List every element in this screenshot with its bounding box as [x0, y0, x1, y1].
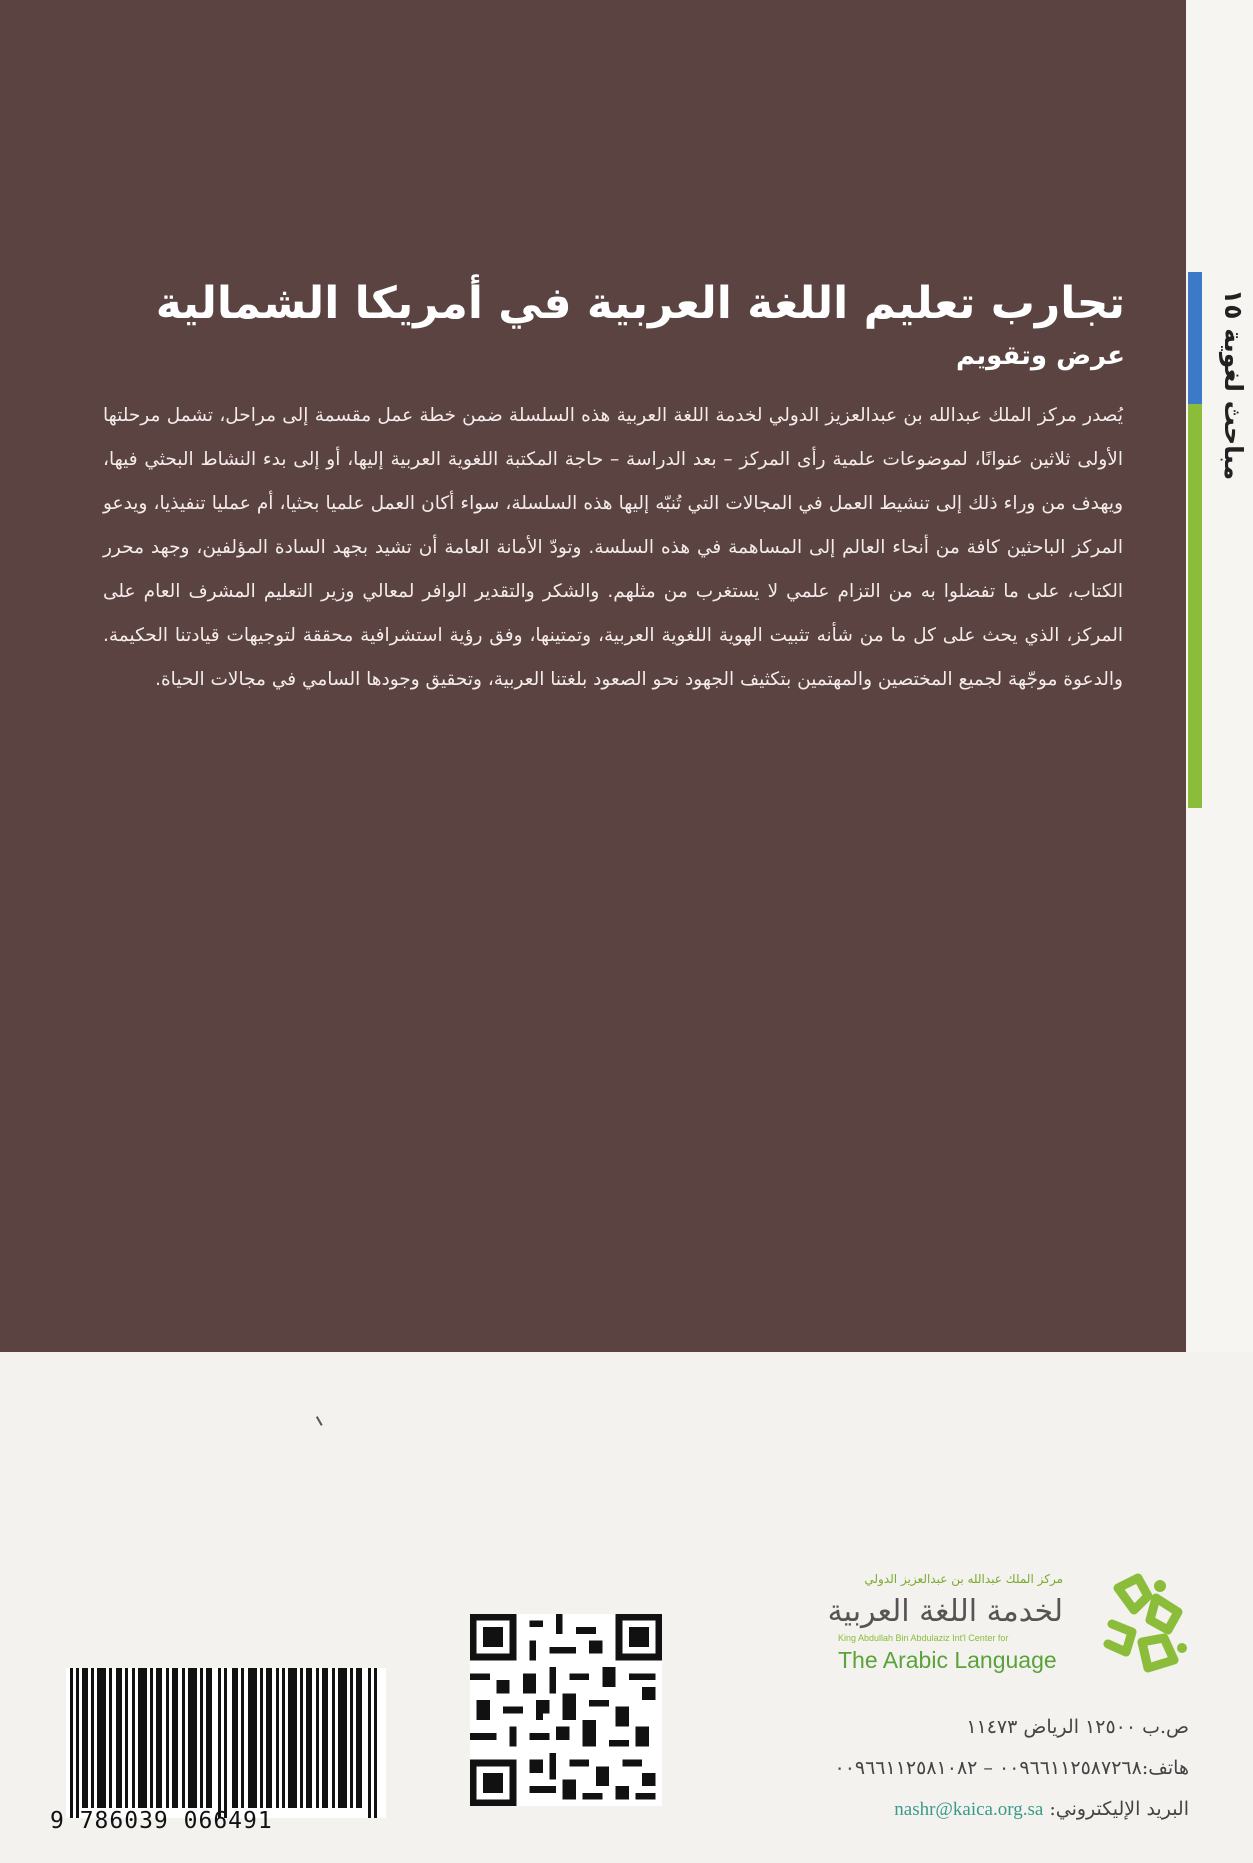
isbn-number: 9 786039 066491: [50, 1808, 273, 1834]
phone-numbers: هاتف:٠٠٩٦٦١١٢٥٨٧٢٦٨ – ٠٠٩٦٦١١٢٥٨١٠٨٢: [834, 1757, 1189, 1779]
publisher-name-en-small: King Abdullah Bin Abdulaziz Int'l Center for: [838, 1633, 1009, 1643]
spine-green-strip: [1188, 404, 1202, 808]
po-box: ص.ب ١٢٥٠٠ الرياض ١١٤٧٣: [966, 1716, 1189, 1738]
spine-blue-strip: [1188, 272, 1202, 404]
back-cover-description: يُصدر مركز الملك عبدالله بن عبدالعزيز الدولي لخدمة اللغة العربية هذه السلسلة ضمن خطة عمل مقسمة إلى مراحل، تشمل مرحلتها الأولى ثلاثين عنوانًا، لموضوعات علمية رأى المركز – بعد الدراسة – حاجة المكتبة اللغوية العربية إليها، أو إلى بدء النشاط البحثي فيها، ويهدف من وراء ذلك إلى تنشيط العمل في المجالات التي تُنبّه إليها هذه السلسلة، سواء أكان العمل علميا بحثيا، أم عمليا تنفيذيا، ويدعو المركز الباحثين كافة من أنحاء العالم إلى المساهمة في هذه السلسة. وتودّ الأمانة العامة أن تشيد بجهد السادة المؤلفين، وجهد محرر الكتاب، على ما تفضلوا به من التزام علمي لا يستغرب من مثلهم. والشكر والتقدير الوافر لمعالي وزير التعليم المشرف العام على المركز، الذي يحث على كل ما من شأنه تثبيت الهوية اللغوية العربية، وتمتينها، وفق رؤية استشرافية محققة لتوجيهات قيادتنا الحكيمة. والدعوة موجّهة لجميع المختصين والمهتمين بتكثيف الجهود نحو الصعود بلغتنا العربية، وتحقيق وجودها السامي في مجالات الحياة.: [103, 405, 1123, 690]
book-subtitle: عرض وتقويم: [955, 341, 1125, 371]
book-title: تجارب تعليم اللغة العربية في أمريكا الشمالية: [155, 278, 1125, 329]
email-link[interactable]: nashr@kaica.org.sa: [894, 1799, 1044, 1820]
spine-series-label: مباحث لغوية ١٥: [1219, 288, 1248, 480]
stray-mark: [316, 1414, 326, 1426]
publisher-name-en: The Arabic Language: [838, 1647, 1057, 1673]
publisher-name-ar-small: مركز الملك عبدالله بن عبدالعزيز الدولي: [864, 1572, 1063, 1586]
qr-code-icon: [470, 1614, 662, 1806]
barcode-icon: [66, 1668, 386, 1818]
email-line: [589, 1795, 1189, 1824]
email-label: البريد الإليكتروني:: [1049, 1798, 1189, 1820]
publisher-name-ar: لخدمة اللغة العربية: [827, 1594, 1063, 1629]
